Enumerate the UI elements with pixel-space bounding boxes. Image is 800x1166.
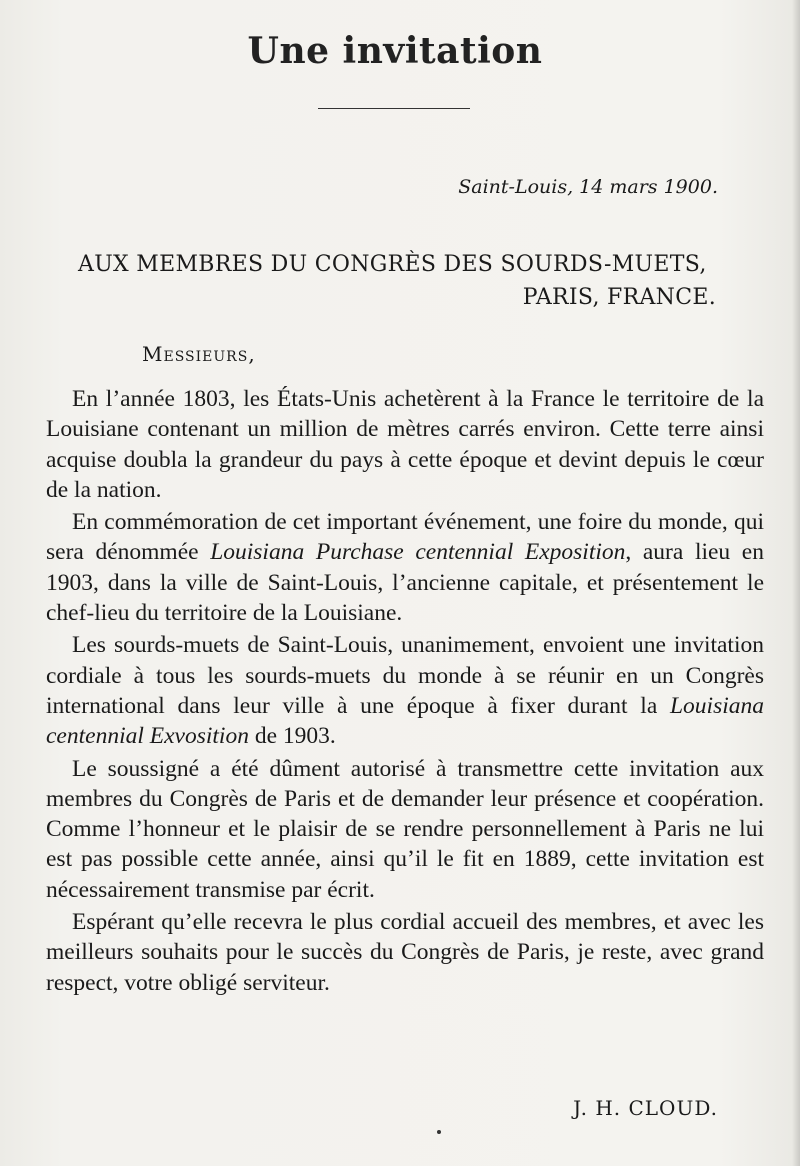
page-edge-shadow — [792, 0, 800, 1166]
paragraph-3-part-a: Les sourds-muets de Saint-Louis, unanimement, envoient une invitation cordiale à tous les sourds-muets du monde à se réunir en un Congrès international dans leur ville à une époque à fixer durant la — [46, 632, 764, 719]
paragraph-2-part-a: En commémoration de cet important événement, une foire du monde, qui sera dénommée — [46, 509, 764, 566]
addressee-block — [78, 248, 758, 314]
letter-body — [46, 384, 764, 998]
addressee-line-1: AUX MEMBRES DU CONGRÈS DES SOURDS-MUETS, — [78, 252, 707, 277]
paragraph-5: Espérant qu’elle recevra le plus cordial accueil des membres, et avec les meilleurs souhaits pour le succès du Congrès de Paris, je reste, avec grand respect, votre obligé serviteur. — [46, 909, 764, 996]
paragraph-4: Le soussigné a été dûment autorisé à transmettre cette invitation aux membres du Congrès de Paris et de demander leur présence et coopération. Comme l’honneur et le plaisir de se rendre personnellement à Paris ne lui est pas possible cette année, ainsi qu’il le fit en 1889, cette invitation est nécessairement transmise par écrit. — [46, 755, 764, 903]
paragraph-2-italic: Louisiana Purchase centennial Exposition — [210, 539, 626, 566]
paragraph-3-italic: Louisiana centennial Exvosition — [46, 692, 764, 750]
signature: J. H. CLOUD. — [573, 1096, 718, 1120]
paragraph-2-part-c: , aura lieu en 1903, dans la ville de Saint-Louis, l’ancienne capitale, et présentement le chef-lieu du territoire de la Louisiane. — [46, 539, 764, 627]
paragraph-2 — [46, 507, 764, 628]
ink-speck — [437, 1130, 441, 1134]
addressee-line-2: PARIS, FRANCE. — [522, 285, 716, 310]
paragraph-3-part-c: de 1903. — [248, 723, 336, 750]
page-title: Une invitation — [247, 30, 543, 72]
paragraph-3 — [46, 630, 764, 751]
title-divider — [318, 108, 470, 109]
paragraph-1: En l’année 1803, les États-Unis achetèrent à la France le territoire de la Louisiane contenant un million de mètres carrés environ. Cette terre ainsi acquise doubla la grandeur du pays à cette époque et devint depuis le cœur de la nation. — [46, 386, 764, 503]
dateline: Saint-Louis, 14 mars 1900. — [458, 176, 718, 198]
salutation: Messieurs, — [142, 342, 256, 366]
